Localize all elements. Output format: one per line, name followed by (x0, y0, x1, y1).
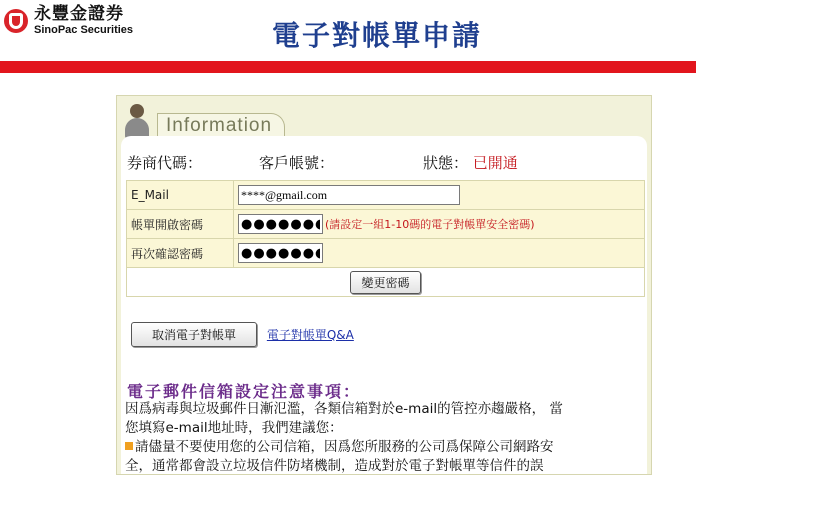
change-password-row (127, 268, 645, 297)
change-password-button[interactable]: 變更密碼 (350, 271, 420, 294)
bullet-icon (125, 442, 133, 450)
confirm-password-field[interactable] (238, 243, 323, 263)
confirm-password-row (127, 239, 645, 268)
brand-name-cn: 永豐金證券 (34, 4, 124, 24)
sinopac-logo (4, 6, 133, 36)
notice-line: 您填寫e-mail地址時，我們建議您： (125, 420, 343, 436)
notice-line: 全，通常都會設立垃圾信件防堵機制，造成對於電子對帳單等信件的誤 (125, 458, 544, 474)
password-hint: (請設定一組1-10碼的電子對帳單安全密碼) (325, 217, 535, 231)
status-label: 狀態： (423, 154, 469, 172)
password-row (127, 210, 645, 239)
notice-text (125, 400, 641, 475)
brand-name-en: SinoPac Securities (34, 24, 134, 36)
notice-line: 因爲病毒與垃圾郵件日漸氾濫，各類信箱對於e-mail的管控亦趨嚴格， 當 (125, 401, 563, 417)
confirm-password-label: 再次確認密碼 (127, 239, 234, 268)
email-field[interactable] (238, 185, 460, 205)
notice-line: 請儘量不要使用您的公司信箱，因爲您所服務的公司爲保障公司網路安 (135, 439, 554, 455)
notice-title: 電子郵件信箱設定注意事項： (127, 382, 362, 401)
email-row (127, 181, 645, 210)
status-value: 已開通 (472, 154, 518, 172)
account-number-label: 客戶帳號： (259, 154, 335, 172)
e-statement-qa-link[interactable]: 電子對帳單Q&A (266, 328, 354, 342)
customer-service-icon (123, 104, 149, 138)
information-panel (116, 95, 652, 475)
cancel-row (131, 322, 354, 347)
password-label: 帳單開啟密碼 (127, 210, 234, 239)
panel-body (121, 136, 647, 475)
cancel-e-statement-button[interactable]: 取消電子對帳單 (131, 322, 257, 347)
settings-form (126, 180, 645, 297)
broker-code-label: 券商代碼： (127, 154, 203, 172)
email-label: E_Mail (127, 181, 234, 210)
sinopac-logo-icon (4, 9, 28, 33)
page-title: 電子對帳單申請 (272, 19, 483, 52)
information-tab (157, 113, 285, 138)
information-tab-label: Information (166, 115, 273, 136)
panel-header (117, 96, 651, 140)
password-field[interactable] (238, 214, 323, 234)
header-divider-bar (0, 61, 696, 73)
